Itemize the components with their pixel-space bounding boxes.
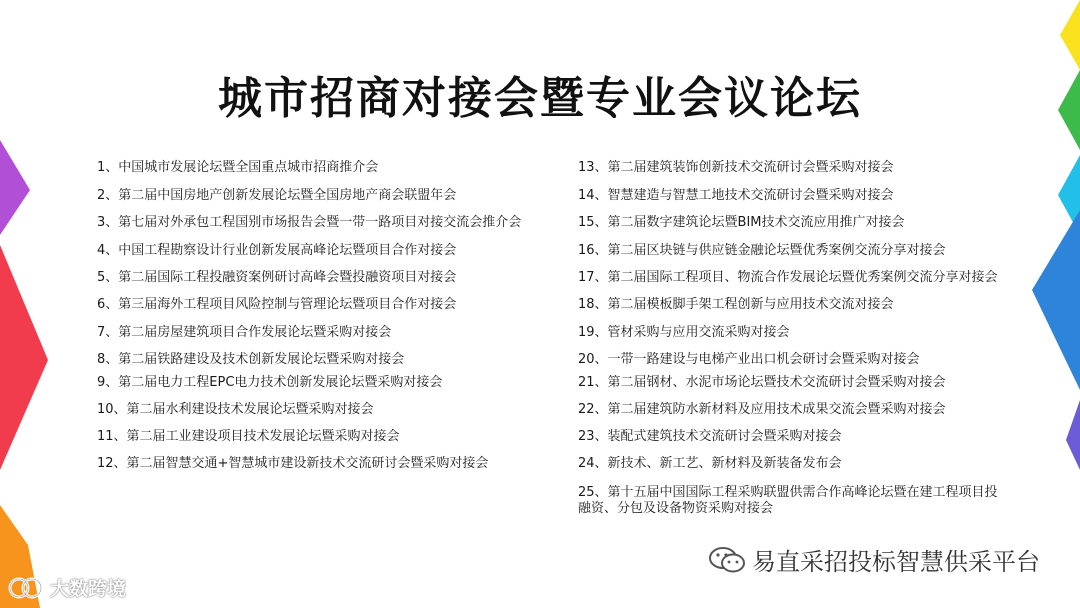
page-title: 城市招商对接会暨专业会议论坛 <box>218 73 862 124</box>
list-item: 23、装配式建筑技术交流研讨会暨采购对接会 <box>578 429 842 444</box>
list-item: 3、第七届对外承包工程国别市场报告会暨一带一路项目对接交流会推介会 <box>97 215 522 230</box>
watermark <box>708 542 1040 577</box>
list-item: 15、第二届数字建筑论坛暨BIM技术交流应用推广对接会 <box>578 215 905 230</box>
brand-logo-icon <box>6 575 46 601</box>
list-item: 22、第二届建筑防水新材料及应用技术成果交流会暨采购对接会 <box>578 402 946 417</box>
list-item: 10、第二届水利建设技术发展论坛暨采购对接会 <box>97 402 374 417</box>
list-item: 16、第二届区块链与供应链金融论坛暨优秀案例交流分享对接会 <box>578 243 946 258</box>
list-item: 4、中国工程勘察设计行业创新发展高峰论坛暨项目合作对接会 <box>97 243 457 258</box>
list-item: 24、新技术、新工艺、新材料及新装备发布会 <box>578 456 842 471</box>
list-item: 7、第二届房屋建筑项目合作发展论坛暨采购对接会 <box>97 325 392 340</box>
list-item: 18、第二届模板脚手架工程创新与应用技术交流对接会 <box>578 297 894 312</box>
list-item: 2、第二届中国房地产创新发展论坛暨全国房地产商会联盟年会 <box>97 188 457 203</box>
list-item: 6、第三届海外工程项目风险控制与管理论坛暨项目合作对接会 <box>97 297 457 312</box>
wechat-icon <box>708 545 746 575</box>
brand-mark <box>6 574 126 601</box>
watermark-text: 易直采招投标智慧供采平台 <box>752 548 1040 576</box>
list-item: 11、第二届工业建设项目技术发展论坛暨采购对接会 <box>97 429 400 444</box>
list-item: 17、第二届国际工程项目、物流合作发展论坛暨优秀案例交流分享对接会 <box>578 270 998 285</box>
list-item: 14、智慧建造与智慧工地技术交流研讨会暨采购对接会 <box>578 188 894 203</box>
right-yellow-shape <box>1060 0 1080 70</box>
list-item: 21、第二届钢材、水泥市场论坛暨技术交流研讨会暨采购对接会 <box>578 375 946 390</box>
right-blue-shape <box>1032 210 1080 390</box>
left-purple-shape <box>0 140 30 235</box>
right-purple-shape <box>1066 400 1080 470</box>
list-item: 20、一带一路建设与电梯产业出口机会研讨会暨采购对接会 <box>578 352 920 367</box>
list-item: 5、第二届国际工程投融资案例研讨高峰会暨投融资项目对接会 <box>97 270 457 285</box>
left-red-shape <box>0 245 48 470</box>
brand-text: 大数跨境 <box>50 578 127 600</box>
list-item: 8、第二届铁路建设及技术创新发展论坛暨采购对接会 <box>97 352 405 367</box>
list-item: 25、第十五届中国国际工程采购联盟供需合作高峰论坛暨在建工程项目投融资、分包及设备物资采购对接会 <box>578 485 998 516</box>
list-item: 19、管材采购与应用交流采购对接会 <box>578 325 790 340</box>
list-item: 13、第二届建筑装饰创新技术交流研讨会暨采购对接会 <box>578 160 894 175</box>
list-item: 1、中国城市发展论坛暨全国重点城市招商推介会 <box>97 160 379 175</box>
list-item: 9、第二届电力工程EPC电力技术创新发展论坛暨采购对接会 <box>97 375 443 390</box>
list-item: 12、第二届智慧交通+智慧城市建设新技术交流研讨会暨采购对接会 <box>97 456 489 471</box>
